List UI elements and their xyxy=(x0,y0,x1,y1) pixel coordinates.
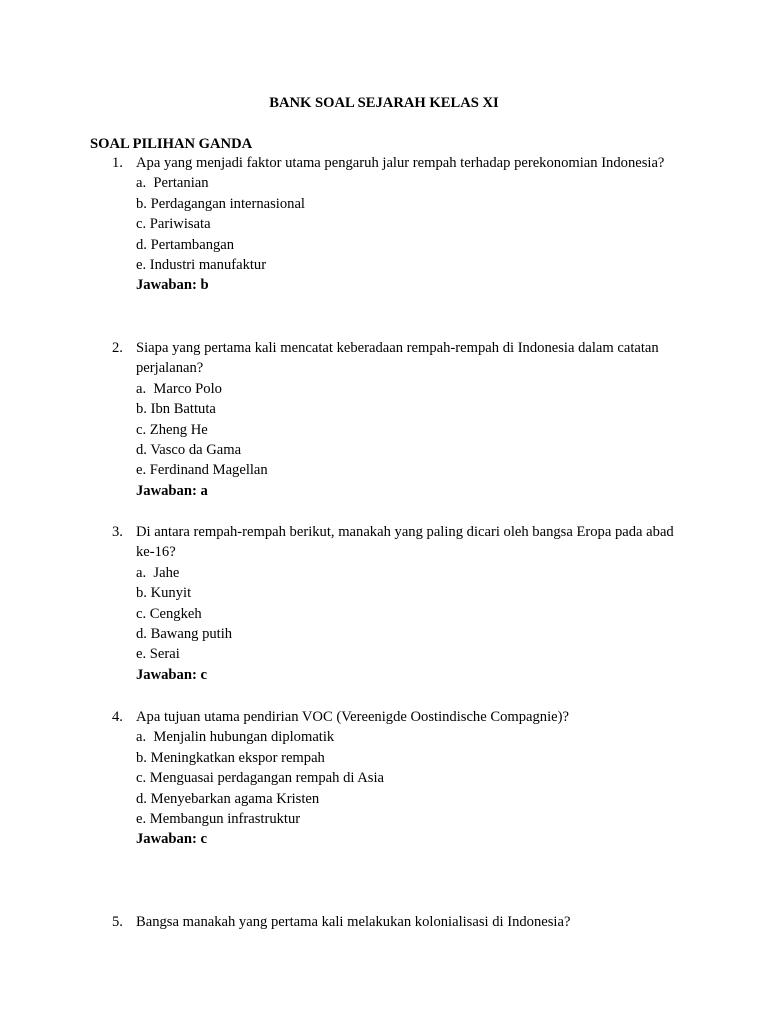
option-c: c. Pariwisata xyxy=(136,216,211,233)
option-a: a. Menjalin hubungan diplomatik xyxy=(136,729,335,746)
answer-key: Jawaban: c xyxy=(136,831,207,848)
question-number: 5. xyxy=(112,914,123,930)
option-a: a. Marco Polo xyxy=(136,380,222,397)
option-c: c. Cengkeh xyxy=(136,605,202,622)
page-title: BANK SOAL SEJARAH KELAS XI xyxy=(269,95,499,111)
answer-key: Jawaban: a xyxy=(136,482,208,499)
option-a: a. Jahe xyxy=(136,564,180,581)
option-c: c. Menguasai perdagangan rempah di Asia xyxy=(136,770,385,787)
answer-key: Jawaban: b xyxy=(136,277,209,294)
option-b: b. Ibn Battuta xyxy=(136,401,216,418)
option-d: d. Menyebarkan agama Kristen xyxy=(136,790,320,807)
question-number: 4. xyxy=(112,709,123,725)
question-text: Bangsa manakah yang pertama kali melakukan kolonialisasi di Indonesia? xyxy=(136,914,571,930)
option-b: b. Kunyit xyxy=(136,585,192,602)
option-e: e. Ferdinand Magellan xyxy=(136,462,268,479)
option-b: b. Perdagangan internasional xyxy=(136,195,305,212)
option-a: a. Pertanian xyxy=(136,175,209,192)
option-b: b. Meningkatkan ekspor rempah xyxy=(136,749,325,766)
question-text: Di antara rempah-rempah berikut, manakah yang paling dicari oleh bangsa Eropa pada abad ke-16? xyxy=(136,524,674,561)
question-text: Siapa yang pertama kali mencatat keberadaan rempah-rempah di Indonesia dalam catatan perjalanan? xyxy=(136,340,659,377)
option-e: e. Membangun infrastruktur xyxy=(136,811,301,828)
question-number: 2. xyxy=(112,340,123,356)
option-d: d. Bawang putih xyxy=(136,626,233,643)
answer-key: Jawaban: c xyxy=(136,666,207,683)
option-d: d. Vasco da Gama xyxy=(136,442,242,459)
option-e: e. Serai xyxy=(136,646,180,663)
question-text: Apa yang menjadi faktor utama pengaruh jalur rempah terhadap perekonomian Indonesia? xyxy=(136,155,665,171)
question-1 xyxy=(112,153,682,296)
option-c: c. Zheng He xyxy=(136,421,208,438)
question-5 xyxy=(112,912,682,932)
question-2 xyxy=(112,338,682,501)
question-number: 1. xyxy=(112,155,123,171)
option-e: e. Industri manufaktur xyxy=(136,257,267,274)
question-number: 3. xyxy=(112,524,123,540)
option-d: d. Pertambangan xyxy=(136,236,235,253)
question-text: Apa tujuan utama pendirian VOC (Vereenigde Oostindische Compagnie)? xyxy=(136,709,569,725)
section-title: SOAL PILIHAN GANDA xyxy=(90,136,253,152)
question-4 xyxy=(112,707,682,850)
question-3 xyxy=(112,522,682,685)
